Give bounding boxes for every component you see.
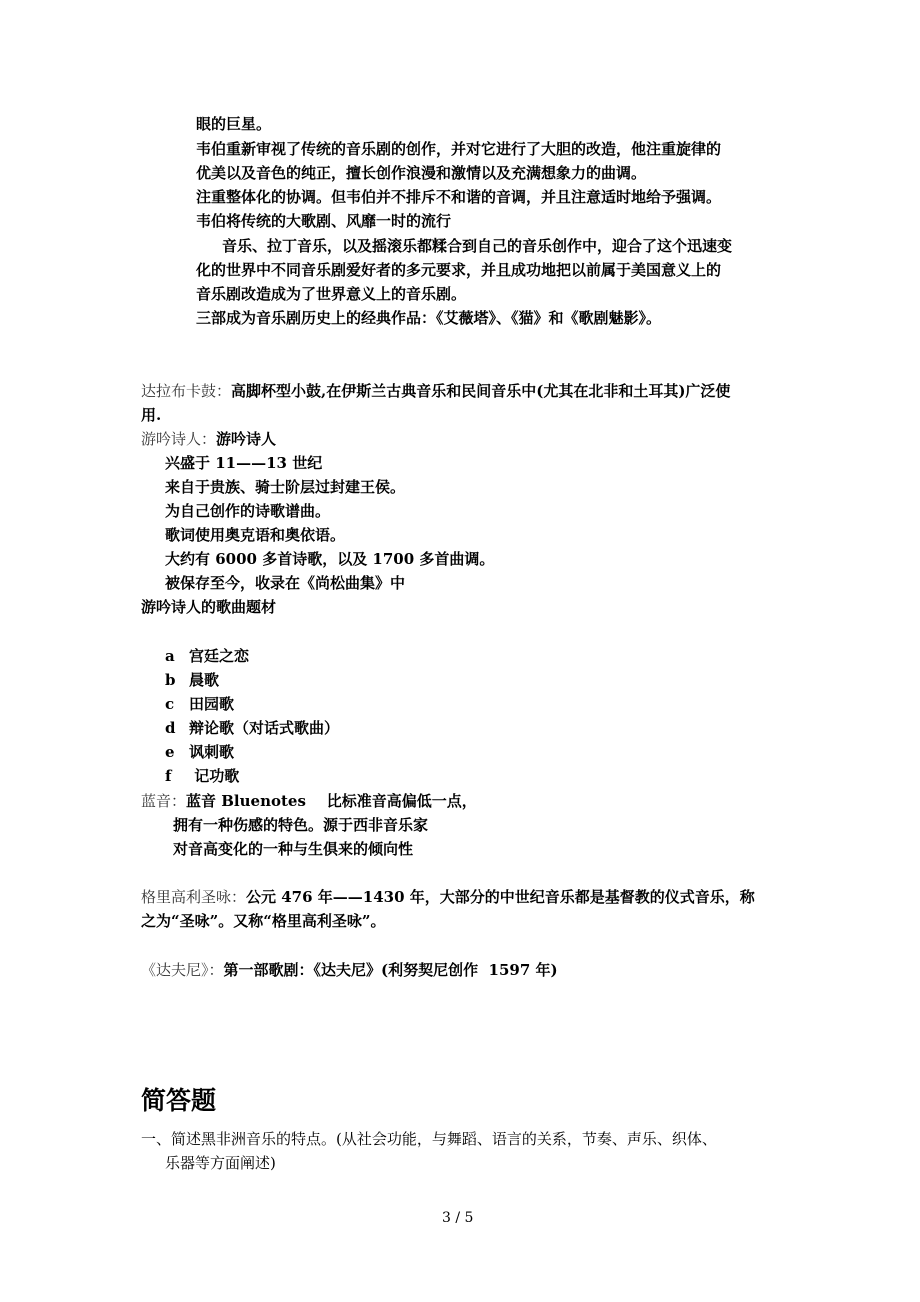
topic-label: f — [165, 767, 172, 785]
webber-line-4: 注重整体化的协调。但韦伯并不排斥不和谐的音调，并且注意适时地给予强调。 — [196, 188, 722, 206]
webber-line-8: 音乐剧改造成为了世界意义上的音乐剧。 — [196, 285, 467, 303]
gregorian-line-2: 之为“圣咏”。又称“格里高利圣咏”。 — [141, 912, 386, 930]
page-number: 3 / 5 — [442, 1210, 474, 1226]
dafne-term: 《达夫尼》： — [141, 961, 224, 979]
dafne-definition — [141, 959, 558, 981]
topic-item — [165, 669, 219, 691]
webber-line-6: 音乐、拉丁音乐，以及摇滚乐都糅合到自己的音乐创作中，迎合了这个迅速变 — [222, 237, 733, 255]
darabuka-text: 高脚杯型小鼓,在伊斯兰古典音乐和民间音乐中(尤其在北非和土耳其)广泛使 — [231, 382, 731, 400]
troubadour-line-2: 来自于贵族、骑士阶层过封建王侯。 — [165, 478, 406, 496]
topic-label: d — [165, 719, 176, 737]
gregorian-text: 公元 476 年——1430 年，大部分的中世纪音乐都是基督教的仪式音乐，称 — [246, 888, 755, 906]
topic-item — [165, 693, 234, 715]
question-1-line-2: 乐器等方面阐述) — [165, 1154, 276, 1172]
bluenotes-term: 蓝音： — [141, 792, 187, 810]
gregorian-definition — [141, 886, 755, 908]
topic-text: 辩论歌（对话式歌曲） — [189, 719, 340, 737]
topic-text: 田园歌 — [189, 695, 235, 713]
bluenotes-line-2: 拥有一种伤感的特色。源于西非音乐家 — [173, 816, 429, 834]
bluenotes-definition — [141, 790, 477, 812]
troubadour-subheading: 游吟诗人的歌曲题材 — [141, 598, 277, 616]
topic-text: 记功歌 — [189, 767, 240, 785]
darabuka-definition — [141, 380, 730, 402]
troubadour-definition — [141, 428, 276, 450]
topic-item — [165, 765, 239, 787]
section-heading: 简答题 — [141, 1086, 217, 1115]
topic-text: 讽刺歌 — [189, 743, 235, 761]
webber-line-3: 优美以及音色的纯正，擅长创作浪漫和激情以及充满想象力的曲调。 — [196, 164, 647, 182]
webber-line-2: 韦伯重新审视了传统的音乐剧的创作，并对它进行了大胆的改造，他注重旋律的 — [196, 140, 722, 158]
webber-line-5: 韦伯将传统的大歌剧、风靡一时的流行 — [196, 212, 452, 230]
topic-label: e — [165, 743, 175, 761]
topic-item — [165, 717, 339, 739]
webber-line-7: 化的世界中不同音乐剧爱好者的多元要求，并且成功地把以前属于美国意义上的 — [196, 261, 722, 279]
webber-line-9: 三部成为音乐剧历史上的经典作品：《艾薇塔》、《猫》和《歌剧魅影》。 — [196, 309, 662, 327]
gregorian-term: 格里高利圣咏： — [141, 888, 247, 906]
darabuka-line-2: 用. — [141, 406, 162, 424]
troubadour-line-1: 兴盛于 11——13 世纪 — [165, 454, 323, 472]
darabuka-term: 达拉布卡鼓： — [141, 382, 232, 400]
topic-item — [165, 741, 234, 763]
topic-label: a — [165, 647, 175, 665]
troubadour-line-6: 被保存至今，收录在《尚松曲集》中 — [165, 574, 406, 592]
bluenotes-text: 蓝音 Bluenotes 比标准音高偏低一点， — [186, 792, 477, 810]
topic-text: 晨歌 — [189, 671, 220, 689]
troubadour-term: 游吟诗人： — [141, 430, 217, 448]
troubadour-line-5: 大约有 6000 多首诗歌，以及 1700 多首曲调。 — [165, 550, 495, 568]
dafne-text: 第一部歌剧：《达夫尼》(利努契尼创作 1597 年) — [223, 961, 558, 979]
bluenotes-line-3: 对音高变化的一种与生俱来的倾向性 — [173, 840, 414, 858]
topic-item — [165, 645, 249, 667]
troubadour-line-4: 歌词使用奥克语和奥依语。 — [165, 526, 346, 544]
troubadour-line-3: 为自己创作的诗歌谱曲。 — [165, 502, 331, 520]
topic-label: c — [165, 695, 175, 713]
webber-line-1: 眼的巨星。 — [196, 115, 272, 133]
troubadour-title: 游吟诗人 — [216, 430, 277, 448]
topic-label: b — [165, 671, 176, 689]
topic-text: 宫廷之恋 — [189, 647, 250, 665]
question-1-line-1: 一、简述黑非洲音乐的特点。(从社会功能，与舞蹈、语言的关系，节奏、声乐、织体、 — [141, 1130, 717, 1148]
